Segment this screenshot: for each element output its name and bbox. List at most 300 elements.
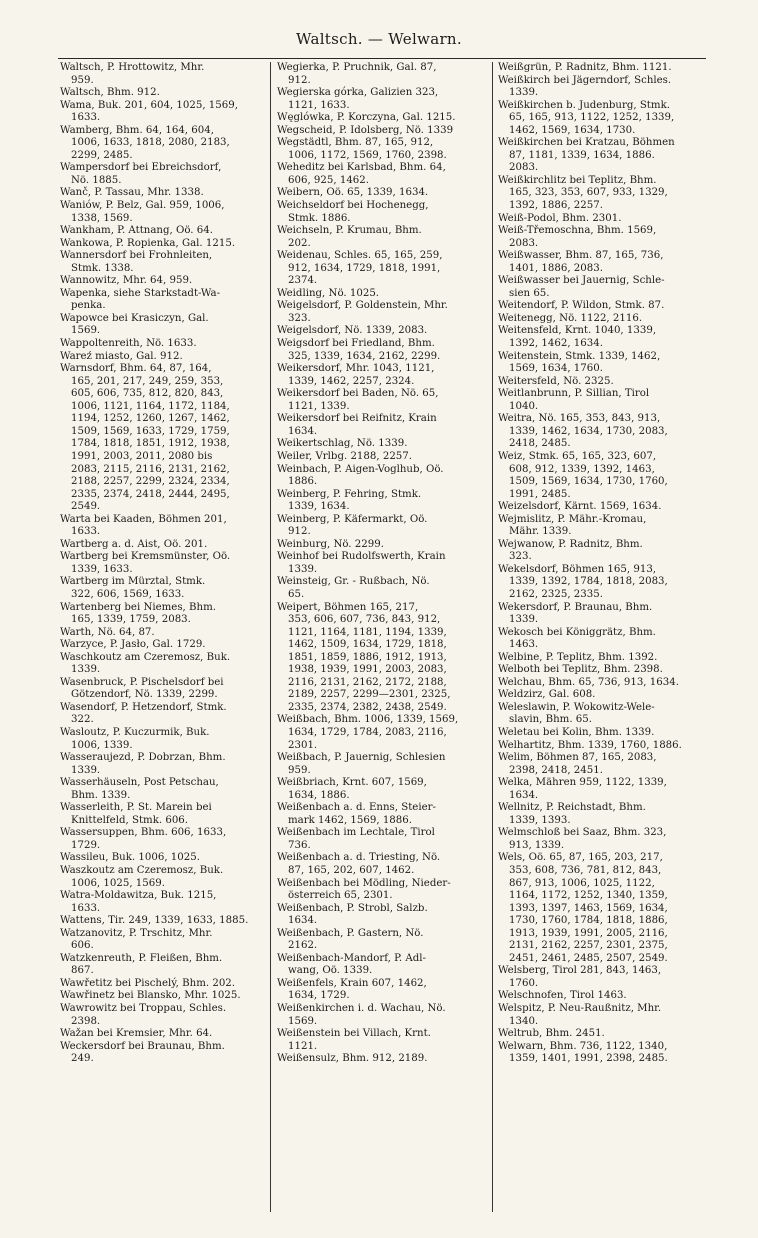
entry-continuation-line: 1729. — [71, 839, 101, 851]
entry-continuation-line: 249. — [71, 1053, 94, 1065]
place-entry — [60, 702, 264, 727]
entry-continuation-line: 1339. — [71, 764, 101, 776]
entry-line: Wannowitz, Mhr. 64, 959. — [60, 275, 193, 287]
entry-continuation-line: 912. — [288, 526, 311, 538]
entry-line: Weißensulz, Bhm. 912, 2189. — [277, 1053, 428, 1065]
entry-line: Welschnofen, Tirol 1463. — [498, 990, 627, 1002]
entry-continuation-line: 2398, 2418, 2451. — [509, 764, 603, 776]
entry-continuation-line: 912. — [288, 74, 311, 86]
entry-line: Wankowa, P. Ropienka, Gal. 1215. — [60, 237, 236, 249]
place-entry — [277, 112, 487, 125]
place-entry — [498, 752, 706, 777]
place-entry — [60, 928, 264, 953]
entry-continuation-line: 1991, 2003, 2011, 2080 bis — [71, 450, 213, 462]
place-entry — [60, 313, 264, 338]
place-entry — [277, 325, 487, 338]
place-entry — [498, 539, 706, 564]
entry-line: Warnsdorf, Bhm. 64, 87, 164, — [60, 363, 212, 375]
entry-continuation-line: 1851, 1859, 1886, 1912, 1913, — [288, 651, 447, 663]
place-entry — [60, 827, 264, 852]
entry-line: Wartberg a. d. Aist, Oö. 201. — [60, 538, 208, 550]
entry-line: Wawřinetz bei Blansko, Mhr. 1025. — [60, 990, 241, 1002]
entry-continuation-line: mark 1462, 1569, 1886. — [288, 814, 412, 826]
entry-continuation-line: 1121, 1339. — [288, 400, 350, 412]
place-entry — [277, 1053, 487, 1066]
entry-line: Weißenbach im Lechtale, Tirol — [277, 827, 435, 839]
entry-continuation-line: 2189, 2257, 2299—2301, 2325, — [288, 689, 451, 701]
entry-line: Wasserleith, P. St. Marein bei — [60, 802, 212, 814]
entry-line: Wawrowitz bei Troppau, Schles. — [60, 1003, 227, 1015]
entry-continuation-line: 1339, 1462, 1634, 1730, 2083, — [509, 425, 668, 437]
place-entry — [60, 200, 264, 225]
entry-continuation-line: 1392, 1462, 1634. — [509, 338, 603, 350]
entry-continuation-line: 1006, 1172, 1569, 1760, 2398. — [288, 149, 447, 161]
entry-line: Wartberg im Mürztal, Stmk. — [60, 576, 206, 588]
entry-line: Weletau bei Kolin, Bhm. 1339. — [498, 726, 655, 738]
entry-continuation-line: 1339, 1392, 1784, 1818, 2083, — [509, 576, 668, 588]
entry-continuation-line: Stmk. 1338. — [71, 262, 134, 274]
place-entry — [277, 953, 487, 978]
entry-line: Wejwanow, P. Radnitz, Bhm. — [498, 538, 643, 550]
entry-line: Wekersdorf, P. Braunau, Bhm. — [498, 601, 653, 613]
entry-continuation-line: 2162, 2325, 2335. — [509, 588, 603, 600]
place-entry — [60, 162, 264, 187]
entry-line: Wama, Buk. 201, 604, 1025, 1569, — [60, 99, 238, 111]
place-entry — [498, 75, 706, 100]
place-entry — [498, 514, 706, 539]
place-entry — [60, 978, 264, 991]
entry-continuation-line: 1339, 1393. — [509, 814, 571, 826]
entry-continuation-line: 1569, 1634, 1760. — [509, 363, 603, 375]
entry-line: Weißenbach a. d. Triesting, Nö. — [277, 852, 441, 864]
entry-line: Welhartitz, Bhm. 1339, 1760, 1886. — [498, 739, 682, 751]
entry-line: Weinsteig, Gr. - Rußbach, Nö. — [277, 576, 430, 588]
entry-continuation-line: 1392, 1886, 2257. — [509, 200, 603, 212]
place-entry — [277, 200, 487, 225]
entry-continuation-line: 1913, 1939, 1991, 2005, 2116, — [509, 927, 668, 939]
entry-continuation-line: 959. — [288, 764, 311, 776]
entry-continuation-line: Knittelfeld, Stmk. 606. — [71, 814, 189, 826]
place-entry — [498, 62, 706, 75]
place-entry — [498, 990, 706, 1003]
entry-line: Weichseldorf bei Hochenegg, — [277, 200, 429, 212]
entry-line: Wawřetitz bei Pischelý, Bhm. 202. — [60, 977, 236, 989]
entry-line: Weitlanbrunn, P. Sillian, Tirol — [498, 388, 650, 400]
place-entry — [277, 928, 487, 953]
place-entry — [60, 677, 264, 702]
entry-line: Wekelsdorf, Böhmen 165, 913, — [498, 563, 657, 575]
entry-line: Weigelsdorf, P. Goldenstein, Mhr. — [277, 300, 448, 312]
column-1 — [60, 62, 264, 1212]
place-entry — [498, 689, 706, 702]
entry-line: Welim, Böhmen 87, 165, 2083, — [498, 752, 657, 764]
entry-continuation-line: 2335, 2374, 2418, 2444, 2495, — [71, 488, 230, 500]
entry-continuation-line: 1359, 1401, 1991, 2398, 2485. — [509, 1053, 668, 1065]
place-entry — [498, 451, 706, 501]
entry-line: Weitenegg, Nö. 1122, 2116. — [498, 312, 643, 324]
entry-continuation-line: 202. — [288, 237, 311, 249]
place-entry — [60, 250, 264, 275]
place-entry — [60, 1041, 264, 1066]
place-entry — [498, 351, 706, 376]
entry-continuation-line: 87, 1181, 1339, 1634, 1886. — [509, 149, 655, 161]
place-entry — [60, 62, 264, 87]
entry-line: Wannersdorf bei Frohnleiten, — [60, 250, 213, 262]
entry-continuation-line: 2162. — [288, 940, 318, 952]
entry-continuation-line: 2299, 2485. — [71, 149, 133, 161]
entry-continuation-line: 913, 1339. — [509, 839, 565, 851]
place-entry — [277, 489, 487, 514]
place-entry — [277, 225, 487, 250]
place-entry — [277, 852, 487, 877]
entry-continuation-line: 1634, 1729, 1784, 2083, 2116, — [288, 726, 447, 738]
entry-continuation-line: penka. — [71, 300, 106, 312]
entry-line: Wappoltenreith, Nö. 1633. — [60, 338, 197, 350]
entry-continuation-line: Nö. 1885. — [71, 174, 122, 186]
entry-continuation-line: 1634, 1886. — [288, 789, 350, 801]
entry-line: Wankham, P. Attnang, Oö. 64. — [60, 225, 213, 237]
place-entry — [60, 990, 264, 1003]
entry-continuation-line: 1462, 1509, 1634, 1729, 1818, — [288, 639, 447, 651]
place-entry — [60, 602, 264, 627]
place-entry — [60, 890, 264, 915]
entry-continuation-line: 322. — [71, 714, 94, 726]
entry-continuation-line: 1121, 1164, 1181, 1194, 1339, — [288, 626, 447, 638]
entry-continuation-line: österreich 65, 2301. — [288, 890, 393, 902]
entry-line: Waschkoutz am Czeremosz, Buk. — [60, 651, 231, 663]
entry-continuation-line: 2335, 2374, 2382, 2438, 2549. — [288, 701, 447, 713]
entry-line: Weißenbach-Mandorf, P. Adl- — [277, 952, 426, 964]
entry-line: Wejmislitz, P. Mähr.-Kromau, — [498, 513, 647, 525]
entry-continuation-line: 1886. — [288, 476, 318, 488]
place-entry — [277, 802, 487, 827]
place-entry — [498, 388, 706, 413]
place-entry — [60, 551, 264, 576]
place-entry — [498, 802, 706, 827]
place-entry — [277, 451, 487, 464]
entry-continuation-line: 1509, 1569, 1633, 1729, 1759, — [71, 425, 230, 437]
column-2 — [277, 62, 487, 1212]
place-entry — [277, 250, 487, 288]
entry-continuation-line: Stmk. 1886. — [288, 212, 351, 224]
entry-continuation-line: 1991, 2485. — [509, 488, 571, 500]
entry-line: Weinhof bei Rudolfswerth, Krain — [277, 551, 446, 563]
place-entry — [498, 602, 706, 627]
place-entry — [277, 514, 487, 539]
entry-continuation-line: Mähr. 1339. — [509, 526, 572, 538]
entry-line: Węglówka, P. Korczyna, Gal. 1215. — [277, 112, 456, 124]
entry-line: Welka, Mähren 959, 1122, 1339, — [498, 777, 667, 789]
entry-continuation-line: 606. — [71, 940, 94, 952]
entry-continuation-line: 2418, 2485. — [509, 438, 571, 450]
place-entry — [60, 727, 264, 752]
place-entry — [60, 238, 264, 251]
entry-line: Wasloutz, P. Kuczurmik, Buk. — [60, 726, 210, 738]
place-entry — [277, 87, 487, 112]
place-entry — [498, 564, 706, 602]
entry-continuation-line: 1633. — [71, 526, 101, 538]
entry-continuation-line: 1340. — [509, 1015, 539, 1027]
place-entry — [498, 300, 706, 313]
entry-continuation-line: 2549. — [71, 501, 101, 513]
entry-line: Waltsch, P. Hrottowitz, Mhr. — [60, 62, 205, 73]
entry-line: Weidenau, Schles. 65, 165, 259, — [277, 250, 443, 262]
entry-line: Waniów, P. Belz, Gal. 959, 1006, — [60, 200, 225, 212]
entry-line: Wažan bei Kremsier, Mhr. 64. — [60, 1028, 213, 1040]
entry-line: Weißenfels, Krain 607, 1462, — [277, 977, 427, 989]
entry-line: Warzyce, P. Jasło, Gal. 1729. — [60, 639, 206, 651]
entry-line: Weckersdorf bei Braunau, Bhm. — [60, 1040, 225, 1052]
entry-continuation-line: 1401, 1886, 2083. — [509, 262, 603, 274]
place-entry — [277, 125, 487, 138]
place-entry — [498, 677, 706, 690]
page-header: Waltsch. — Welwarn. — [296, 30, 462, 48]
entry-line: Weltrub, Bhm. 2451. — [498, 1028, 605, 1040]
place-entry — [60, 539, 264, 552]
entry-continuation-line: 912, 1634, 1729, 1818, 1991, — [288, 262, 441, 274]
entry-continuation-line: 1164, 1172, 1252, 1340, 1359, — [509, 890, 668, 902]
entry-line: Welspitz, P. Neu-Raußnitz, Mhr. — [498, 1003, 662, 1015]
entry-continuation-line: 2188, 2257, 2299, 2324, 2334, — [71, 476, 230, 488]
entry-line: Wanč, P. Tassau, Mhr. 1338. — [60, 187, 204, 199]
entry-line: Weiß-Třemoschna, Bhm. 1569, — [498, 225, 657, 237]
place-entry — [498, 413, 706, 451]
entry-line: Weißkirchen b. Judenburg, Stmk. — [498, 99, 670, 111]
entry-line: Weißbach, Bhm. 1006, 1339, 1569, — [277, 714, 459, 726]
place-entry — [498, 777, 706, 802]
entry-line: Weißenkirchen i. d. Wachau, Nö. — [277, 1003, 446, 1015]
place-entry — [498, 275, 706, 300]
place-entry — [60, 351, 264, 364]
entry-continuation-line: 1633. — [71, 902, 101, 914]
place-entry — [277, 388, 487, 413]
entry-line: Weinbach, P. Aigen-Voglhub, Oö. — [277, 463, 444, 475]
place-entry — [60, 187, 264, 200]
entry-continuation-line: 165, 323, 353, 607, 933, 1329, — [509, 187, 668, 199]
entry-continuation-line: 65. — [288, 588, 305, 600]
place-entry — [60, 100, 264, 125]
entry-continuation-line: 1121, 1633. — [288, 99, 350, 111]
entry-line: Weißenbach bei Mödling, Nieder- — [277, 877, 451, 889]
place-entry — [60, 639, 264, 652]
place-entry — [277, 438, 487, 451]
entry-continuation-line: 1730, 1760, 1784, 1818, 1886, — [509, 915, 668, 927]
entry-line: Waltsch, Bhm. 912. — [60, 87, 160, 99]
place-entry — [277, 878, 487, 903]
place-entry — [60, 514, 264, 539]
entry-continuation-line: 1634, 1729. — [288, 990, 350, 1002]
place-entry — [277, 363, 487, 388]
place-entry — [277, 413, 487, 438]
place-entry — [498, 627, 706, 652]
entry-continuation-line: 736. — [288, 839, 311, 851]
entry-continuation-line: sien 65. — [509, 287, 550, 299]
entry-line: Waszkoutz am Czeremosz, Buk. — [60, 865, 224, 876]
place-entry — [60, 915, 264, 928]
place-entry — [60, 865, 264, 890]
place-entry — [60, 225, 264, 238]
place-entry — [498, 137, 706, 175]
place-entry — [277, 300, 487, 325]
entry-line: Warth, Nö. 64, 87. — [60, 626, 155, 638]
place-entry — [60, 1028, 264, 1041]
entry-line: Wasenbruck, P. Pischelsdorf bei — [60, 676, 224, 688]
entry-continuation-line: Götzendorf, Nö. 1339, 2299. — [71, 689, 218, 701]
entry-continuation-line: 1006, 1633, 1818, 2080, 2183, — [71, 137, 230, 149]
entry-line: Wegierska górka, Galizien 323, — [277, 87, 439, 99]
entry-line: Weißkirchlitz bei Teplitz, Bhm. — [498, 174, 657, 186]
entry-continuation-line: 1569. — [288, 1015, 318, 1027]
place-entry — [498, 965, 706, 990]
entry-line: Weitra, Nö. 165, 353, 843, 913, — [498, 413, 661, 425]
entry-line: Weißbach, P. Jauernig, Schlesien — [277, 752, 446, 764]
place-entry — [498, 175, 706, 213]
entry-line: Welbine, P. Teplitz, Bhm. 1392. — [498, 651, 658, 663]
entry-continuation-line: 353, 606, 607, 736, 843, 912, — [288, 614, 441, 626]
entry-continuation-line: 1338, 1569. — [71, 212, 133, 224]
entry-line: Wartberg bei Kremsmünster, Oö. — [60, 551, 231, 563]
entry-line: Weigsdorf bei Friedland, Bhm. — [277, 338, 435, 350]
place-entry — [498, 501, 706, 514]
entry-line: Weinberg, P. Fehring, Stmk. — [277, 488, 422, 500]
entry-continuation-line: 1393, 1397, 1463, 1569, 1634, — [509, 902, 668, 914]
entry-line: Weißwasser bei Jauernig, Schle- — [498, 275, 665, 287]
entry-line: Weichseln, P. Krumau, Bhm. — [277, 225, 422, 237]
entry-line: Watzkenreuth, P. Fleißen, Bhm. — [60, 952, 223, 964]
place-entry — [60, 852, 264, 865]
place-entry — [60, 627, 264, 640]
place-entry — [277, 338, 487, 363]
place-entry — [277, 464, 487, 489]
place-entry — [277, 777, 487, 802]
place-entry — [60, 363, 264, 514]
entry-line: Weikersdorf, Mhr. 1043, 1121, — [277, 363, 435, 375]
place-entry — [498, 652, 706, 665]
entry-line: Wassersuppen, Bhm. 606, 1633, — [60, 827, 227, 839]
entry-continuation-line: 1634. — [288, 425, 318, 437]
entry-line: Weinburg, Nö. 2299. — [277, 538, 384, 550]
entry-continuation-line: 2131, 2162, 2257, 2301, 2375, — [509, 940, 668, 952]
entry-continuation-line: 1339. — [288, 563, 318, 575]
entry-continuation-line: 1121. — [288, 1040, 318, 1052]
place-entry — [60, 1003, 264, 1028]
entry-continuation-line: 1006, 1025, 1569. — [71, 877, 165, 889]
entry-line: Wekosch bei Königgrätz, Bhm. — [498, 626, 656, 638]
entry-line: Wartenberg bei Niemes, Bhm. — [60, 601, 216, 613]
entry-line: Wampersdorf bei Ebreichsdorf, — [60, 162, 222, 174]
place-entry — [498, 313, 706, 326]
place-entry — [498, 376, 706, 389]
entry-line: Weheditz bei Karlsbad, Bhm. 64, — [277, 162, 446, 174]
place-entry — [60, 777, 264, 802]
entry-line: Weidling, Nö. 1025. — [277, 287, 380, 299]
place-entry — [277, 539, 487, 552]
place-entry — [498, 1028, 706, 1041]
entry-continuation-line: 1339, 1633. — [71, 563, 133, 575]
entry-line: Weikertschlag, Nö. 1339. — [277, 438, 408, 450]
entry-continuation-line: 2083, 2115, 2116, 2131, 2162, — [71, 463, 230, 475]
entry-continuation-line: 1509, 1569, 1634, 1730, 1760, — [509, 476, 668, 488]
place-entry — [498, 702, 706, 727]
entry-line: Wegierka, P. Pruchnik, Gal. 87, — [277, 62, 437, 73]
entry-continuation-line: 322, 606, 1569, 1633. — [71, 588, 185, 600]
place-entry — [498, 740, 706, 753]
entry-line: Wapenka, siehe Starkstadt-Wa- — [60, 287, 221, 299]
entry-continuation-line: wang, Oö. 1339. — [288, 965, 373, 977]
place-entry — [277, 137, 487, 162]
entry-line: Welwarn, Bhm. 736, 1122, 1340, — [498, 1040, 668, 1052]
entry-continuation-line: 323. — [288, 312, 311, 324]
place-entry — [277, 978, 487, 1003]
entry-continuation-line: Bhm. 1339. — [71, 789, 131, 801]
entry-line: Wegscheid, P. Idolsberg, Nö. 1339 — [277, 124, 454, 136]
place-entry — [498, 1041, 706, 1066]
entry-continuation-line: 1339, 1462, 2257, 2324. — [288, 375, 415, 387]
entry-line: Weiler, Vrlbg. 2188, 2257. — [277, 450, 413, 462]
entry-line: Wasendorf, P. Hetzendorf, Stmk. — [60, 701, 227, 713]
entry-continuation-line: 605, 606, 735, 812, 820, 843, — [71, 388, 224, 400]
place-entry — [498, 100, 706, 138]
entry-line: Weißenbach a. d. Enns, Steier- — [277, 802, 436, 814]
entry-continuation-line: 1784, 1818, 1851, 1912, 1938, — [71, 438, 230, 450]
place-entry — [498, 325, 706, 350]
place-entry — [498, 664, 706, 677]
place-entry — [60, 652, 264, 677]
entry-line: Wassileu, Buk. 1006, 1025. — [60, 852, 200, 864]
column-divider-2 — [492, 62, 493, 1212]
entry-continuation-line: 2398. — [71, 1015, 101, 1027]
entry-continuation-line: 1569. — [71, 325, 101, 337]
entry-continuation-line: 1194, 1252, 1260, 1267, 1462, — [71, 413, 230, 425]
place-entry — [277, 551, 487, 576]
entry-continuation-line: 1463. — [509, 639, 539, 651]
place-entry — [277, 576, 487, 601]
entry-line: Welboth bei Teplitz, Bhm. 2398. — [498, 664, 663, 676]
place-entry — [498, 827, 706, 852]
entry-line: Weigelsdorf, Nö. 1339, 2083. — [277, 325, 428, 337]
entry-continuation-line: 1634. — [509, 789, 539, 801]
place-entry — [60, 802, 264, 827]
entry-continuation-line: 1760. — [509, 977, 539, 989]
entry-continuation-line: 165, 1339, 1759, 2083. — [71, 614, 191, 626]
entry-line: Wareź miasto, Gal. 912. — [60, 350, 183, 362]
entry-continuation-line: 1339. — [509, 87, 539, 99]
entry-line: Weißwasser, Bhm. 87, 165, 736, — [498, 250, 664, 262]
entry-continuation-line: 2083. — [509, 162, 539, 174]
header-rule — [58, 58, 706, 59]
place-entry — [277, 602, 487, 715]
entry-continuation-line: 1938, 1939, 1991, 2003, 2083, — [288, 664, 447, 676]
entry-continuation-line: 2374. — [288, 275, 318, 287]
entry-line: Weißgrün, P. Radnitz, Bhm. 1121. — [498, 62, 672, 73]
entry-continuation-line: 867, 913, 1006, 1025, 1122, — [509, 877, 655, 889]
place-entry — [498, 213, 706, 226]
place-entry — [498, 1003, 706, 1028]
entry-line: Weißkirchen bei Kratzau, Böhmen — [498, 137, 675, 149]
entry-line: Weldzirz, Gal. 608. — [498, 689, 596, 701]
place-entry — [498, 727, 706, 740]
entry-continuation-line: 2083. — [509, 237, 539, 249]
entry-line: Weißenbach, P. Strobl, Salzb. — [277, 902, 428, 914]
entry-continuation-line: 1634. — [288, 915, 318, 927]
entry-line: Wasserhäuseln, Post Petschau, — [60, 777, 219, 789]
entry-continuation-line: 1006, 1121, 1164, 1172, 1184, — [71, 400, 230, 412]
entry-line: Weipert, Böhmen 165, 217, — [277, 601, 419, 613]
place-entry — [498, 250, 706, 275]
place-entry — [277, 714, 487, 752]
entry-continuation-line: 1339. — [71, 664, 101, 676]
entry-continuation-line: 2451, 2461, 2485, 2507, 2549. — [509, 952, 668, 964]
